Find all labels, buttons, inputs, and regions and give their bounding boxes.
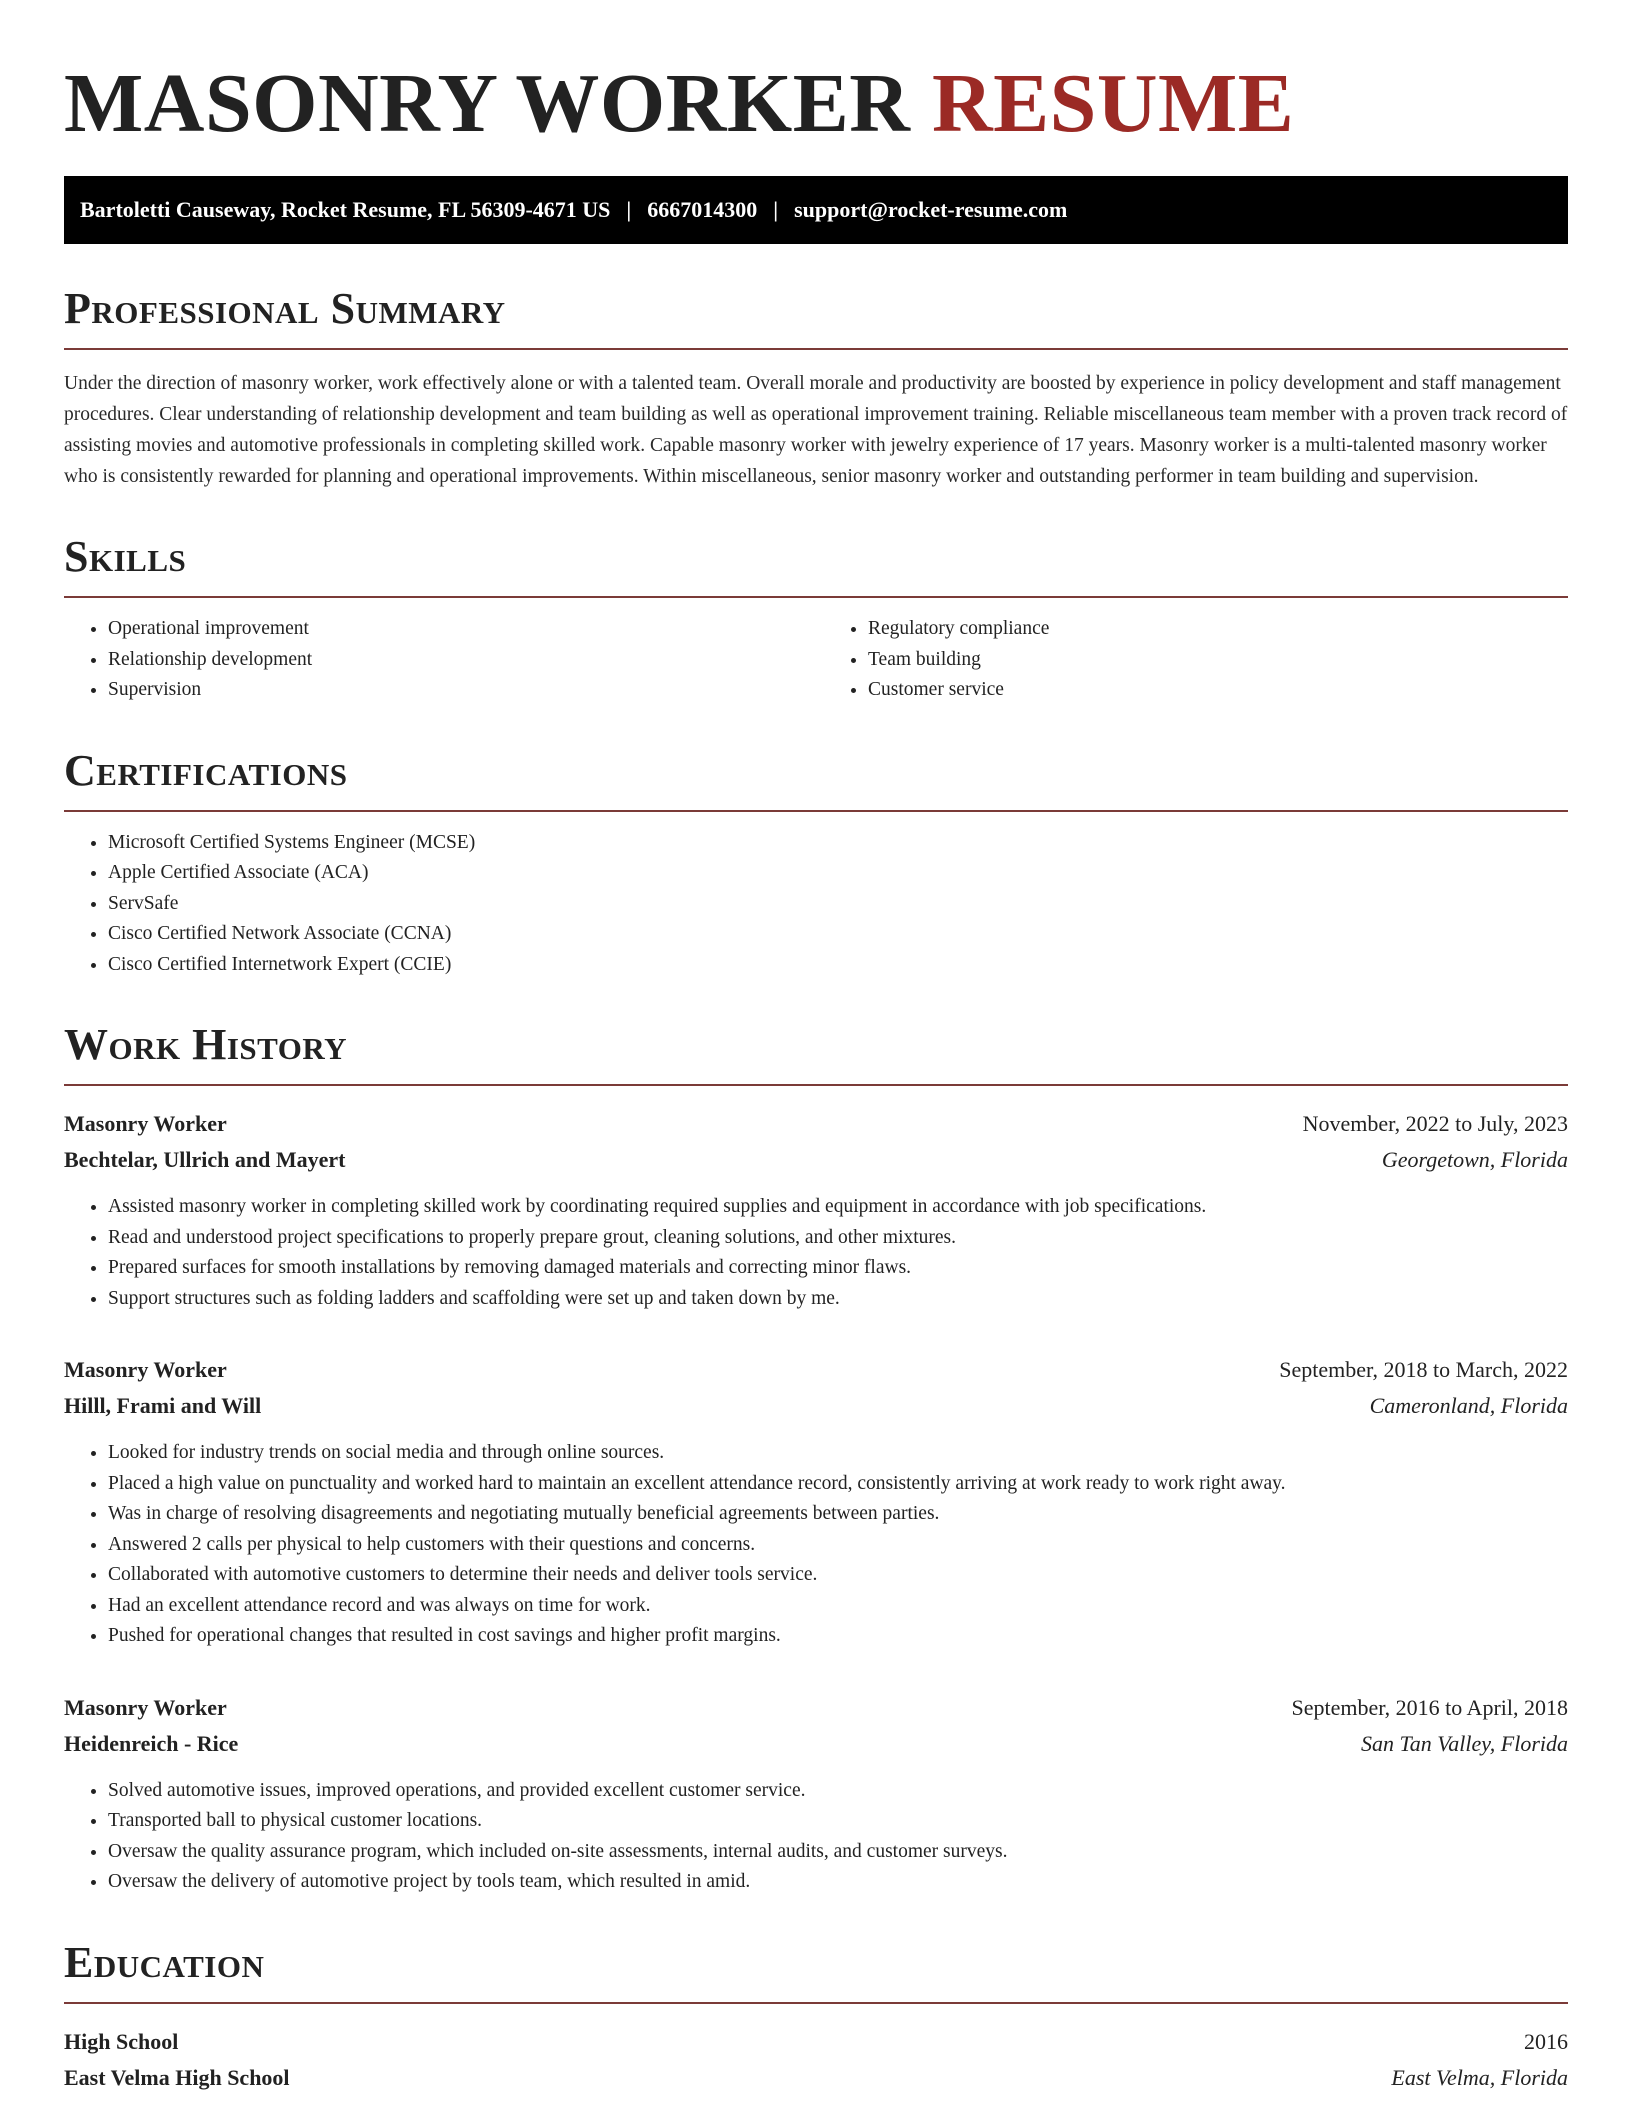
skill-item: • Supervision: [108, 675, 808, 706]
title-accent: RESUME: [931, 57, 1295, 150]
job-bullet: • Oversaw the quality assurance program, which included on-site assessments, internal audits, and customer surveys.: [108, 1837, 1568, 1868]
certification-item: • Cisco Certified Internetwork Expert (CCIE): [108, 950, 1568, 981]
job-header-row: [64, 1352, 1568, 1388]
contact-phone[interactable]: 6667014300: [647, 197, 758, 222]
job-header-row: [64, 1106, 1568, 1142]
resume-title: [64, 54, 1568, 154]
contact-separator: |: [626, 197, 632, 222]
education-section: [64, 1937, 1568, 2096]
job-entry: [64, 1690, 1568, 1898]
section-heading: Professional Summary: [64, 284, 506, 333]
summary-text: Under the direction of masonry worker, work effectively alone or with a talented team. Overall morale and productivity are boosted by experience in policy development and staff management procedures. Clear understanding of relationship development and team building as well as operational improvement training. Reliable miscellaneous team member with a proven track record of assisting movies and automotive professionals in completing skilled work. Capable masonry worker with jewelry experience of 17 years. Masonry worker is a multi-talented masonry worker who is consistently rewarded for planning and operational improvements. Within miscellaneous, senior masonry worker and outstanding performer in team building and supervision.: [64, 373, 1568, 487]
section-divider: [64, 348, 1568, 350]
certification-item: • Cisco Certified Network Associate (CCNA): [108, 919, 1568, 950]
certification-item: • Apple Certified Associate (ACA): [108, 858, 1568, 889]
education-header-row: [64, 2024, 1568, 2060]
skill-item: • Relationship development: [108, 645, 808, 676]
job-title: Masonry Worker: [64, 1694, 227, 1720]
education-year: 2016: [1524, 2028, 1568, 2054]
skill-item: • Operational improvement: [108, 614, 808, 645]
skills-list-left: [64, 614, 808, 706]
certification-item: • ServSafe: [108, 889, 1568, 920]
job-bullet: • Solved automotive issues, improved operations, and provided excellent customer service.: [108, 1776, 1568, 1807]
job-bullet: • Answered 2 calls per physical to help customers with their questions and concerns.: [108, 1530, 1568, 1561]
certifications-list: [64, 828, 1568, 981]
job-company-row: [64, 1388, 1568, 1424]
contact-email[interactable]: support@rocket-resume.com: [794, 197, 1068, 222]
education-location: East Velma, Florida: [1391, 2064, 1568, 2090]
education-school-row: [64, 2060, 1568, 2096]
job-company: Hilll, Frami and Will: [64, 1393, 262, 1418]
job-bullet: • Placed a high value on punctuality and worked hard to maintain an excellent attendance record, consistently arriving at work ready to work right away.: [108, 1469, 1568, 1500]
job-bullet: • Pushed for operational changes that resulted in cost savings and higher profit margins.: [108, 1621, 1568, 1652]
job-bullet: • Oversaw the delivery of automotive project by tools team, which resulted in amid.: [108, 1867, 1568, 1898]
job-bullet: • Prepared surfaces for smooth installations by removing damaged materials and correcting minor flaws.: [108, 1253, 1568, 1284]
section-divider: [64, 2002, 1568, 2004]
contact-separator: |: [773, 197, 779, 222]
skills-list-right: [808, 614, 1568, 706]
work-history-section: [64, 1022, 1568, 1898]
job-bullet: • Transported ball to physical customer locations.: [108, 1806, 1568, 1837]
section-divider: [64, 810, 1568, 812]
job-location: San Tan Valley, Florida: [1361, 1730, 1568, 1756]
job-bullets: [64, 1192, 1568, 1314]
skills-section: [64, 534, 1568, 706]
job-company: Heidenreich - Rice: [64, 1730, 239, 1756]
job-bullets: [64, 1438, 1568, 1652]
section-heading: Education: [64, 1937, 265, 1987]
job-entry: [64, 1106, 1568, 1314]
skill-item: • Team building: [868, 645, 1568, 676]
education-school: East Velma High School: [64, 2064, 290, 2090]
job-bullet: • Support structures such as folding ladders and scaffolding were set up and taken down by me.: [108, 1284, 1568, 1315]
contact-address: Bartoletti Causeway, Rocket Resume, FL 56309-4671 US: [80, 197, 611, 222]
certification-item: • Microsoft Certified Systems Engineer (MCSE): [108, 828, 1568, 859]
job-entry: [64, 1352, 1568, 1652]
education-entry: [64, 2024, 1568, 2096]
section-heading: Work History: [64, 1020, 348, 1069]
job-title: Masonry Worker: [64, 1357, 227, 1382]
certifications-section: [64, 745, 1568, 981]
job-bullet: • Had an excellent attendance record and was always on time for work.: [108, 1591, 1568, 1622]
job-bullet: • Looked for industry trends on social media and through online sources.: [108, 1438, 1568, 1469]
contact-bar: [64, 176, 1568, 244]
job-bullets: [64, 1776, 1568, 1898]
job-bullet: • Assisted masonry worker in completing skilled work by coordinating required supplies and equipment in accordance with job specifications.: [108, 1192, 1568, 1223]
education-degree: High School: [64, 2028, 179, 2054]
section-divider: [64, 1084, 1568, 1086]
job-bullet: • Collaborated with automotive customers to determine their needs and deliver tools service.: [108, 1560, 1568, 1591]
job-dates: November, 2022 to July, 2023: [1302, 1111, 1568, 1136]
section-heading: Skills: [64, 532, 187, 581]
job-company-row: [64, 1142, 1568, 1178]
job-bullet: • Read and understood project specifications to properly prepare grout, cleaning solutions, and other mixtures.: [108, 1223, 1568, 1254]
job-dates: September, 2016 to April, 2018: [1291, 1694, 1568, 1720]
job-title: Masonry Worker: [64, 1111, 227, 1136]
job-dates: September, 2018 to March, 2022: [1279, 1357, 1568, 1382]
skill-item: • Customer service: [868, 675, 1568, 706]
skills-grid: [64, 598, 1568, 706]
section-heading: Certifications: [64, 745, 348, 795]
summary-section: [64, 286, 1568, 492]
job-bullet: • Was in charge of resolving disagreements and negotiating mutually beneficial agreements between parties.: [108, 1499, 1568, 1530]
job-location: Cameronland, Florida: [1369, 1393, 1568, 1418]
skill-item: • Regulatory compliance: [868, 614, 1568, 645]
job-company-row: [64, 1726, 1568, 1762]
title-main: MASONRY WORKER: [64, 57, 911, 150]
job-header-row: [64, 1690, 1568, 1726]
job-company: Bechtelar, Ullrich and Mayert: [64, 1147, 346, 1172]
job-location: Georgetown, Florida: [1381, 1147, 1568, 1172]
